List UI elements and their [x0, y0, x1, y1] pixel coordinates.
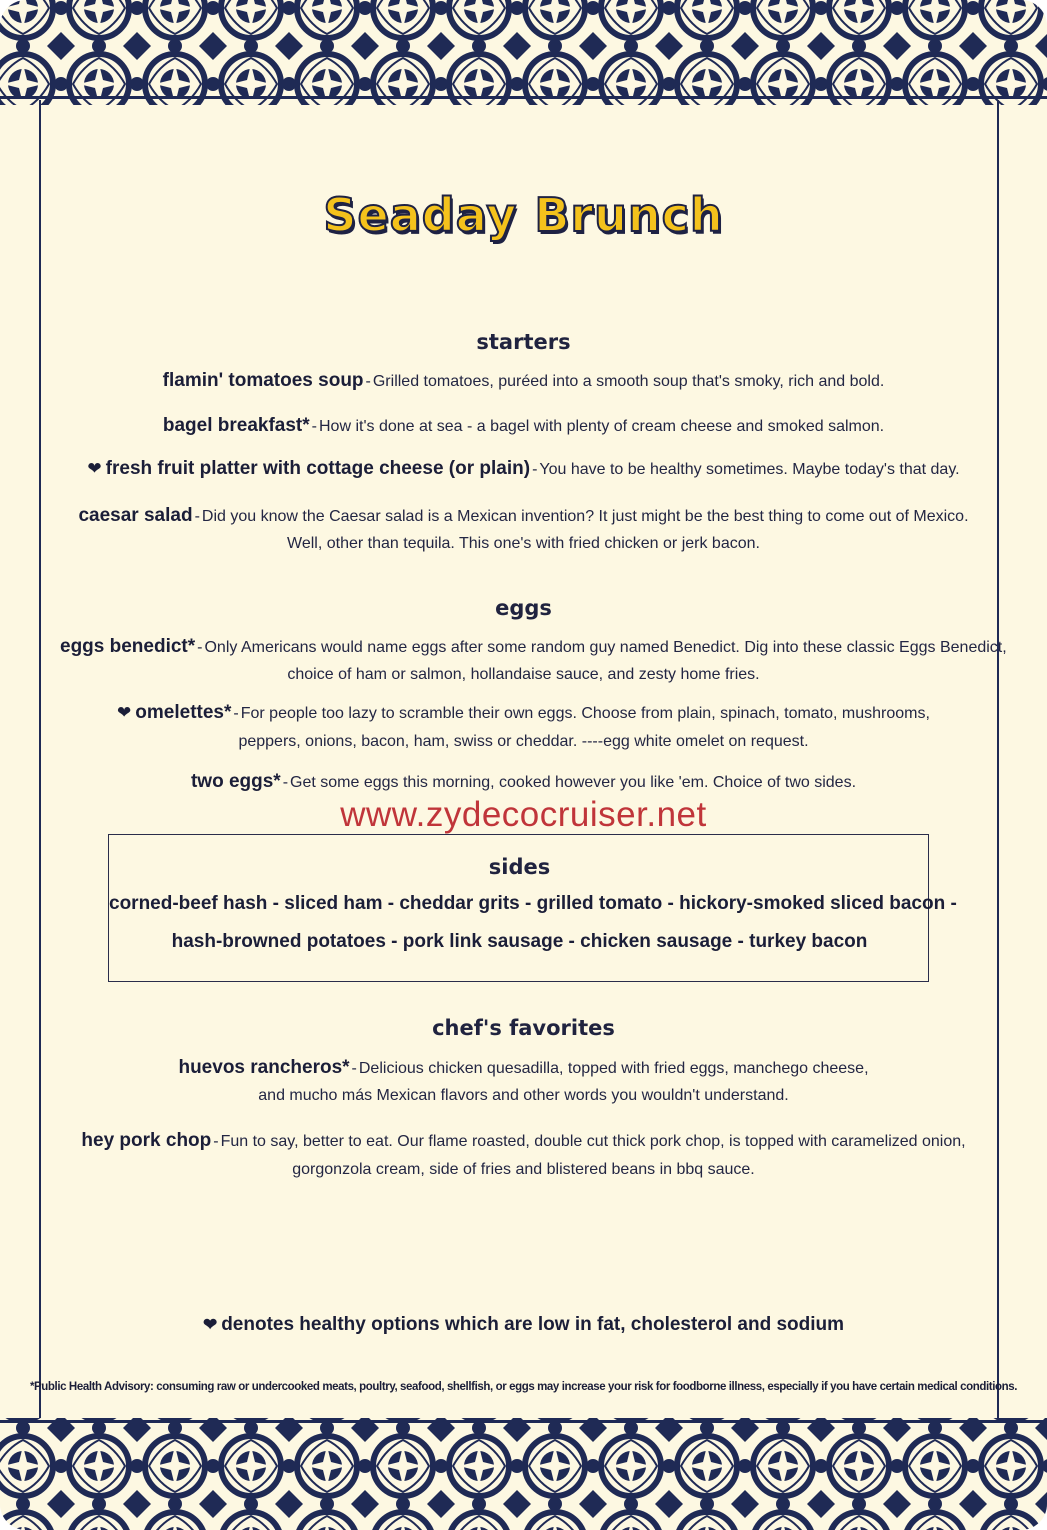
item-separator: -	[532, 461, 538, 478]
item-name: eggs benedict*	[60, 636, 196, 657]
item-separator: -	[311, 418, 317, 435]
item-separator: -	[351, 1060, 357, 1077]
menu-item	[60, 1057, 987, 1079]
legend-text: denotes healthy options which are low in fat, cholesterol and sodium	[221, 1314, 845, 1335]
menu-item	[60, 505, 987, 527]
item-name: two eggs*	[190, 771, 281, 792]
item-name: bagel breakfast*	[162, 415, 310, 436]
heart-icon: ❤	[117, 703, 132, 722]
item-separator: -	[365, 373, 371, 390]
section-heading-eggs: eggs	[495, 596, 552, 620]
item-description: For people too lazy to scramble their own eggs. Choose from plain, spinach, tomato, mushrooms,	[240, 705, 930, 722]
item-description-continued: and mucho más Mexican flavors and other words you wouldn't understand.	[258, 1087, 789, 1104]
menu-item	[60, 415, 987, 437]
healthy-legend	[0, 1314, 1047, 1336]
menu-item	[60, 702, 987, 724]
item-separator: -	[213, 1133, 219, 1150]
website-watermark: www.zydecocruiser.net	[340, 795, 707, 834]
heart-icon: ❤	[202, 1315, 218, 1334]
item-separator: -	[197, 639, 203, 656]
item-description-continued: peppers, onions, bacon, ham, swiss or cheddar. ----egg white omelet on request.	[238, 733, 809, 750]
section-heading-chefs-favorites: chef's favorites	[432, 1016, 615, 1040]
menu-item	[60, 1130, 987, 1152]
section-heading-sides: sides	[488, 855, 551, 879]
sides-list-line-2: hash-browned potatoes - pork link sausage - chicken sausage - turkey bacon	[171, 931, 868, 952]
item-separator: -	[282, 774, 289, 791]
item-description: Did you know the Caesar salad is a Mexican invention? It just might be the best thing to come out of Mexico.	[201, 508, 969, 525]
item-name: caesar salad	[78, 505, 193, 526]
item-name: flamin' tomatoes soup	[162, 370, 364, 391]
item-description-continued: Well, other than tequila. This one's with fried chicken or jerk bacon.	[287, 535, 760, 552]
decorative-tile-border-bottom	[0, 1418, 1047, 1530]
menu-title: Seaday Brunch	[323, 188, 724, 242]
item-separator: -	[233, 705, 239, 722]
item-name: omelettes*	[135, 702, 232, 723]
item-description: How it's done at sea - a bagel with plenty of cream cheese and smoked salmon.	[318, 418, 885, 435]
item-description-continued: choice of ham or salmon, hollandaise sauce, and zesty home fries.	[287, 666, 760, 683]
public-health-advisory: *Public Health Advisory: consuming raw or undercooked meats, poultry, seafood, shellfish, or eggs may increase your risk for foodborne illness, especially if you have certain medical conditions.	[29, 1381, 1018, 1393]
item-description: Grilled tomatoes, puréed into a smooth soup that's smoky, rich and bold.	[372, 373, 885, 390]
item-name: huevos rancheros*	[178, 1057, 350, 1078]
heart-icon: ❤	[87, 459, 102, 478]
menu-item	[60, 636, 1007, 658]
decorative-tile-border-top	[0, 0, 1047, 105]
item-description: Delicious chicken quesadilla, topped with fried eggs, manchego cheese,	[358, 1060, 869, 1077]
frame-line-left	[39, 100, 41, 1420]
sides-list-line-1: corned-beef hash - sliced ham - cheddar grits - grilled tomato - hickory-smoked sliced bacon -	[109, 893, 957, 914]
item-description: Get some eggs this morning, cooked however you like 'em. Choice of two sides.	[290, 774, 857, 791]
item-separator: -	[194, 508, 200, 525]
item-description: Fun to say, better to eat. Our flame roasted, double cut thick pork chop, is topped with caramelized onion,	[220, 1133, 966, 1150]
menu-item	[60, 771, 987, 793]
section-heading-starters: starters	[476, 330, 571, 354]
sides-box	[108, 834, 957, 982]
frame-line-right	[997, 100, 999, 1420]
item-name: hey pork chop	[81, 1130, 212, 1151]
item-description-continued: gorgonzola cream, side of fries and blistered beans in bbq sauce.	[292, 1161, 755, 1178]
menu-item	[60, 370, 987, 392]
item-name: fresh fruit platter with cottage cheese (or plain)	[105, 458, 531, 479]
menu-item	[60, 458, 987, 480]
item-description: Only Americans would name eggs after some random guy named Benedict. Dig into these classic Eggs Benedict,	[204, 639, 1007, 656]
item-description: You have to be healthy sometimes. Maybe today's that day.	[539, 461, 960, 478]
